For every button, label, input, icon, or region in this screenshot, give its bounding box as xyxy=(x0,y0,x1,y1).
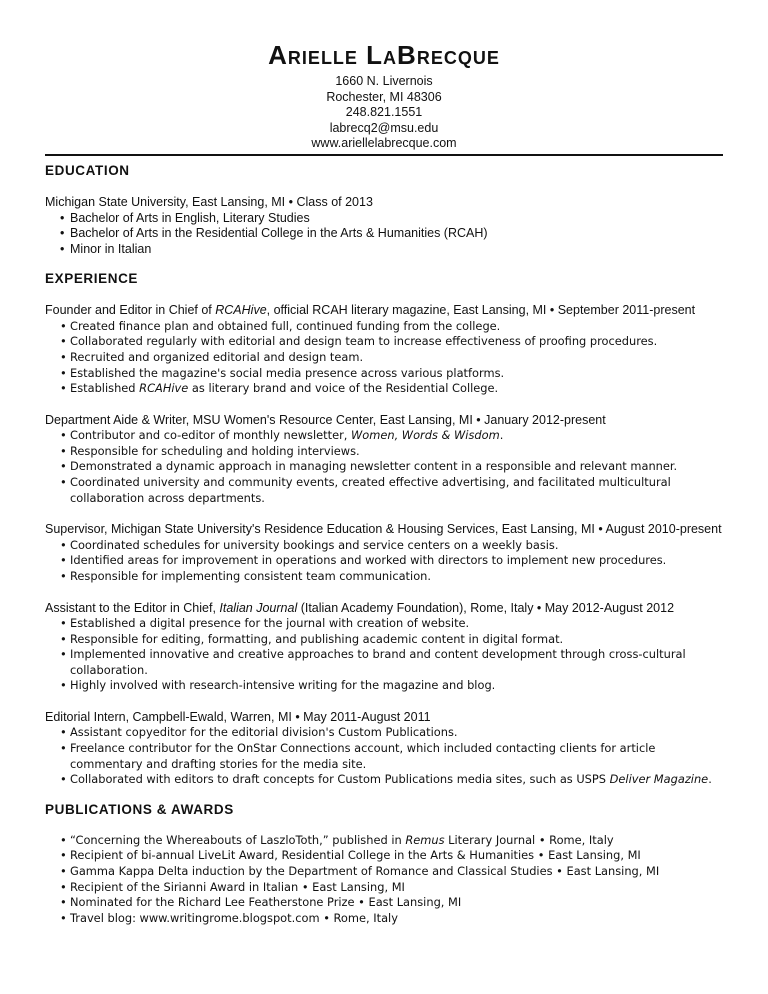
section-title-education: EDUCATION xyxy=(45,163,130,178)
experience-section xyxy=(45,270,730,788)
list-item: • Freelance contributor for the OnStar Connections account, which included contacting clients for article commentary and drafting stories for the media site. xyxy=(45,741,730,772)
list-item: • Responsible for implementing consistent team communication. xyxy=(45,569,730,585)
section-title-publications: PUBLICATIONS & AWARDS xyxy=(45,801,234,817)
website-url: www.ariellelabrecque.com xyxy=(311,136,457,150)
job-entry xyxy=(45,710,730,788)
job-title: Supervisor, Michigan State University's Residence Education & Housing Services, East Lansing, MI • August 2010-present xyxy=(45,522,722,537)
list-item: • Established a digital presence for the journal with creation of website. xyxy=(45,616,730,632)
list-item: • Coordinated schedules for university bookings and service centers on a weekly basis. xyxy=(45,538,730,554)
list-item: • Demonstrated a dynamic approach in managing newsletter content in a responsible and relevant manner. xyxy=(45,459,730,475)
resume-body xyxy=(45,162,730,926)
job-title: Editorial Intern, Campbell-Ewald, Warren, MI • May 2011-August 2011 xyxy=(45,709,431,724)
job-entry xyxy=(45,601,730,694)
resume-header xyxy=(0,0,768,152)
list-item: • Coordinated university and community events, created effective advertising, and facilitated multicultural collaboration across departments. xyxy=(45,475,730,506)
list-item: • Gamma Kappa Delta induction by the Department of Romance and Classical Studies • East Lansing, MI xyxy=(45,864,730,880)
job-duties xyxy=(45,319,730,397)
address-line-1: 1660 N. Livernois xyxy=(335,74,433,88)
publications-list xyxy=(45,833,730,927)
applicant-name: Arielle LaBrecque xyxy=(268,40,500,70)
address-line-2: Rochester, MI 48306 xyxy=(326,89,442,104)
list-item: • Collaborated with editors to draft concepts for Custom Publications media sites, such as USPS Deliver Magazine. xyxy=(45,772,730,788)
job-entry xyxy=(45,522,730,584)
section-title-experience: EXPERIENCE xyxy=(45,271,139,287)
list-item: • Highly involved with research-intensive writing for the magazine and blog. xyxy=(45,678,730,694)
job-duties xyxy=(45,538,730,585)
job-title: Founder and Editor in Chief of RCAHive, official RCAH literary magazine, East Lansing, MI • September 2011-present xyxy=(45,303,696,318)
list-item: • Recipient of bi-annual LiveLit Award, Residential College in the Arts & Humanities • East Lansing, MI xyxy=(45,848,730,864)
list-item: • Responsible for editing, formatting, and publishing academic content in digital format. xyxy=(45,632,730,648)
list-item: • “Concerning the Whereabouts of LaszloToth,” published in Remus Literary Journal • Rome, Italy xyxy=(45,833,730,849)
email-address: labrecq2@msu.edu xyxy=(329,120,439,135)
job-duties xyxy=(45,428,730,506)
list-item: • Minor in Italian xyxy=(45,242,730,258)
list-item: • Travel blog: www.writingrome.blogspot.com • Rome, Italy xyxy=(45,911,730,927)
job-title: Department Aide & Writer, MSU Women's Resource Center, East Lansing, MI • January 2012-present xyxy=(45,412,606,427)
list-item: • Implemented innovative and creative approaches to brand and content development through cross-cultural collaboration. xyxy=(45,647,730,678)
list-item: • Established RCAHive as literary brand and voice of the Residential College. xyxy=(45,381,730,397)
header-divider xyxy=(45,154,723,156)
job-duties xyxy=(45,725,730,787)
list-item: • Identified areas for improvement in operations and worked with directors to implement new procedures. xyxy=(45,553,730,569)
list-item: • Bachelor of Arts in the Residential College in the Arts & Humanities (RCAH) xyxy=(45,226,730,242)
phone-number: 248.821.1551 xyxy=(345,105,423,119)
list-item: • Assistant copyeditor for the editorial division's Custom Publications. xyxy=(45,725,730,741)
list-item: • Bachelor of Arts in English, Literary Studies xyxy=(45,211,730,227)
list-item: • Created finance plan and obtained full, continued funding from the college. xyxy=(45,319,730,335)
education-section xyxy=(45,162,730,257)
list-item: • Nominated for the Richard Lee Featherstone Prize • East Lansing, MI xyxy=(45,895,730,911)
list-item: • Established the magazine's social media presence across various platforms. xyxy=(45,366,730,382)
education-school: Michigan State University, East Lansing, MI • Class of 2013 xyxy=(45,195,373,209)
education-list xyxy=(45,211,730,258)
publications-section xyxy=(45,801,730,927)
job-duties xyxy=(45,616,730,694)
list-item: • Recipient of the Sirianni Award in Italian • East Lansing, MI xyxy=(45,880,730,896)
job-entry xyxy=(45,303,730,396)
job-entry xyxy=(45,413,730,506)
list-item: • Contributor and co-editor of monthly newsletter, Women, Words & Wisdom. xyxy=(45,428,730,444)
list-item: • Responsible for scheduling and holding interviews. xyxy=(45,444,730,460)
job-title: Assistant to the Editor in Chief, Italian Journal (Italian Academy Foundation), Rome, Italy • May 2012-August 2012 xyxy=(45,600,675,615)
list-item: • Collaborated regularly with editorial and design team to increase effectiveness of proofing procedures. xyxy=(45,334,730,350)
list-item: • Recruited and organized editorial and design team. xyxy=(45,350,730,366)
